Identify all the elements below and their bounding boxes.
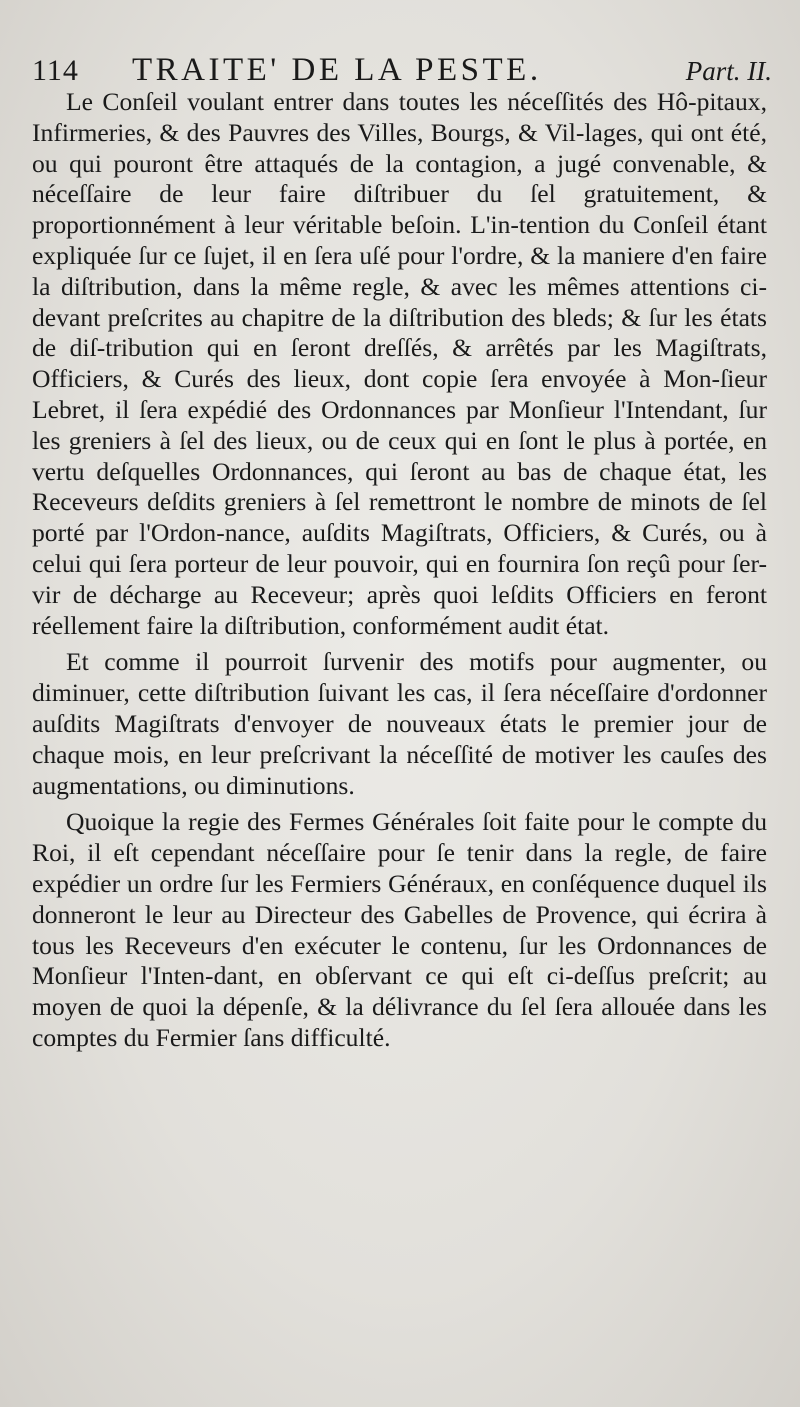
- page-number: 114: [32, 54, 79, 87]
- show-through-texture: [20, 1112, 780, 1312]
- part-label: Part. II.: [685, 56, 772, 86]
- body-text: [32, 87, 767, 1054]
- running-title: TRAITE' DE LA PESTE.: [132, 52, 542, 88]
- paragraph-monthly-states: Et comme il pourroit ſurvenir des motifs pour augmenter, ou diminuer, cette diſtribution ſuivant les cas, il ſera néceſſaire d'ordonner auſdits Magiſtrats d'envoyer de nouveaux états le premier jour de chaque mois, en leur preſcrivant la néceſſité de motiver les cauſes des augmentations, ou diminutions.: [32, 647, 767, 800]
- paragraph-salt-distribution: Le Conſeil voulant entrer dans toutes les néceſſités des Hô-pitaux, Infirmeries, & des Pauvres des Villes, Bourgs, & Vil-lages, qui ont été, ou qui pouront être attaqués de la contagion, a jugé convenable, & néceſſaire de leur faire diſtribuer du ſel gratuitement, & proportionnément à leur véritable beſoin. L'in-tention du Conſeil étant expliquée ſur ce ſujet, il en ſera uſé pour l'ordre, & la maniere d'en faire la diſtribution, dans la même regle, & avec les mêmes attentions ci-devant preſcrites au chapitre de la diſtribution des bleds; & ſur les états de diſ-tribution qui en ſeront dreſſés, & arrêtés par les Magiſtrats, Officiers, & Curés des lieux, dont copie ſera envoyée à Mon-ſieur Lebret, il ſera expédié des Ordonnances par Monſieur l'Intendant, ſur les greniers à ſel des lieux, ou de ceux qui en ſont le plus à portée, en vertu deſquelles Ordonnances, qui ſeront au bas de chaque état, les Receveurs deſdits greniers à ſel remettront le nombre de minots de ſel porté par l'Ordon-nance, auſdits Magiſtrats, Officiers, & Curés, ou à celui qui ſera porteur de leur pouvoir, qui en fournira ſon reçû pour ſer-vir de décharge au Receveur; après quoi leſdits Officiers en feront réellement faire la diſtribution, conformément audit état.: [32, 87, 767, 640]
- page-header: [32, 52, 772, 92]
- paragraph-general-farms: Quoique la regie des Fermes Générales ſoit faite pour le compte du Roi, il eſt cependant néceſſaire pour ſe tenir dans la regle, de faire expédier un ordre ſur les Fermiers Généraux, en conſéquence duquel ils donneront le leur au Directeur des Gabelles de Provence, qui écrira à tous les Receveurs d'en exécuter le contenu, ſur les Ordonnances de Monſieur l'Inten-dant, en obſervant ce qui eſt ci-deſſus preſcrit; au moyen de quoi la dépenſe, & la délivrance du ſel ſera allouée dans les comptes du Fermier ſans difficulté.: [32, 807, 767, 1052]
